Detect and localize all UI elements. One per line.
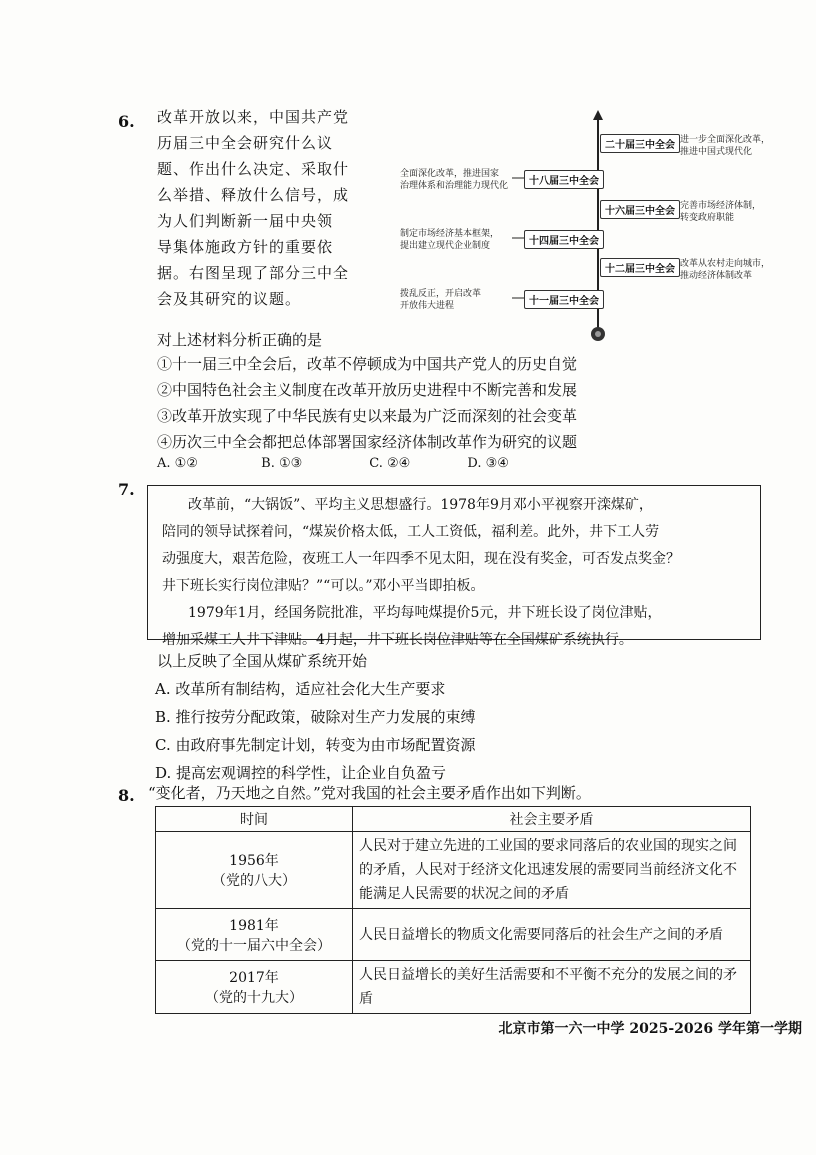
- option-a[interactable]: A. 改革所有制结构，适应社会化大生产要求: [155, 680, 446, 698]
- page-footer: 北京市第一六一中学 2025-2026 学年第一学期: [498, 1021, 802, 1037]
- contradiction-table: [155, 806, 751, 1014]
- stem-line: 据。右图呈现了部分三中全: [157, 264, 350, 282]
- option-a[interactable]: A. ①②: [157, 456, 198, 471]
- material-line: 改革前，“大锅饭”、平均主义思想盛行。1978年9月邓小平视察开滦煤矿，: [188, 497, 653, 513]
- question-7-prompt: 以上反映了全国从煤矿系统开始: [157, 652, 368, 670]
- question-7-material-box: [147, 485, 761, 648]
- statement: ①十一届三中全会后，改革不停顿成为中国共产党人的历史自觉: [157, 355, 578, 373]
- question-6-number: 6.: [118, 112, 135, 131]
- option-b[interactable]: B. ①③: [261, 456, 303, 471]
- question-8-intro: “变化者，乃天地之自然。”党对我国的社会主要矛盾作出如下判断。: [148, 784, 591, 802]
- node-14th-plenum: 十四届三中全会: [524, 230, 604, 249]
- option-d[interactable]: D. 提高宏观调控的科学性，让企业自负盈亏: [155, 764, 447, 782]
- material-line: 井下班长实行岗位津贴？”“可以。”邓小平当即拍板。: [162, 578, 485, 594]
- option-d[interactable]: D. ③④: [467, 456, 509, 471]
- question-6-options: [157, 456, 509, 471]
- note-11th: 拨乱反正，开启改革 开放伟大进程: [400, 289, 482, 311]
- row-time: 2017年 （党的十九大）: [156, 961, 353, 1014]
- node-11th-plenum: 十一届三中全会: [524, 290, 604, 309]
- row-content: 人民对于建立先进的工业国的要求同落后的农业国的现实之间的矛盾，人民对于经济文化迅速发展的需要同当前经济文化不能满足人民需要的状况之间的矛盾: [353, 832, 751, 909]
- note-12th: 改革从农村走向城市， 推动经济体制改革: [680, 259, 771, 281]
- stem-line: 为人们判断新一届中央领: [157, 212, 334, 230]
- node-20th-plenum: 二十届三中全会: [600, 134, 680, 153]
- node-18th-plenum: 十八届三中全会: [524, 170, 604, 189]
- stem-line: 改革开放以来，中国共产党: [157, 108, 350, 126]
- option-b[interactable]: B. 推行按劳分配政策，破除对生产力发展的束缚: [155, 708, 476, 726]
- node-16th-plenum: 十六届三中全会: [600, 200, 680, 219]
- material-line: 陪同的领导试探着问，“煤炭价格太低，工人工资低，福利差。此外，井下工人劳: [162, 524, 660, 540]
- question-7-number: 7.: [118, 480, 135, 499]
- material-line: 增加采煤工人井下津贴。4月起，井下班长岗位津贴等在全国煤矿系统执行。: [162, 632, 633, 648]
- question-6-statements: [157, 351, 577, 455]
- statement: ②中国特色社会主义制度在改革开放历史进程中不断完善和发展: [157, 381, 578, 399]
- option-c[interactable]: C. 由政府事先制定计划，转变为由市场配置资源: [155, 736, 476, 754]
- question-6-prompt: 对上述材料分析正确的是: [157, 331, 323, 349]
- row-content: 人民日益增长的物质文化需要同落后的社会生产之间的矛盾: [353, 909, 751, 961]
- row-content: 人民日益增长的美好生活需要和不平衡不充分的发展之间的矛盾: [353, 961, 751, 1014]
- table-row: [156, 909, 751, 961]
- stem-line: 历届三中全会研究什么议: [157, 134, 334, 152]
- stem-line: 导集体施政方针的重要依: [157, 238, 334, 256]
- table-row: [156, 832, 751, 909]
- note-18th: 全面深化改革，推进国家 治理体系和治理能力现代化: [400, 169, 509, 191]
- node-12th-plenum: 十二届三中全会: [600, 258, 680, 277]
- note-20th: 进一步全面深化改革， 推进中国式现代化: [680, 135, 771, 157]
- question-7-options: [155, 675, 476, 787]
- table-row: [156, 961, 751, 1014]
- table-header-row: [156, 807, 751, 832]
- option-c[interactable]: C. ②④: [369, 456, 411, 471]
- question-8-number: 8.: [118, 786, 135, 805]
- note-14th: 制定市场经济基本框架， 提出建立现代企业制度: [400, 229, 500, 251]
- header-contradiction: 社会主要矛盾: [353, 807, 751, 832]
- material-line: 动强度大，艰苦危险，夜班工人一年四季不见太阳，现在没有奖金，可否发点奖金？: [162, 551, 680, 567]
- row-time: 1981年 （党的十一届六中全会）: [156, 909, 353, 961]
- header-time: 时间: [156, 807, 353, 832]
- material-line: 1979年1月，经国务院批准，平均每吨煤提价5元，井下班长设了岗位津贴，: [188, 605, 662, 621]
- stem-line: 么举措、释放什么信号，成: [157, 186, 350, 204]
- stem-line: 题、作出什么决定、采取什: [157, 160, 350, 178]
- note-16th: 完善市场经济体制， 转变政府职能: [680, 201, 762, 223]
- statement: ④历次三中全会都把总体部署国家经济体制改革作为研究的议题: [157, 433, 578, 451]
- timeline-diagram: [400, 108, 800, 348]
- stem-line: 会及其研究的议题。: [157, 290, 302, 308]
- statement: ③改革开放实现了中华民族有史以来最为广泛而深刻的社会变革: [157, 407, 578, 425]
- row-time: 1956年 （党的八大）: [156, 832, 353, 909]
- question-6-stem: [157, 104, 349, 312]
